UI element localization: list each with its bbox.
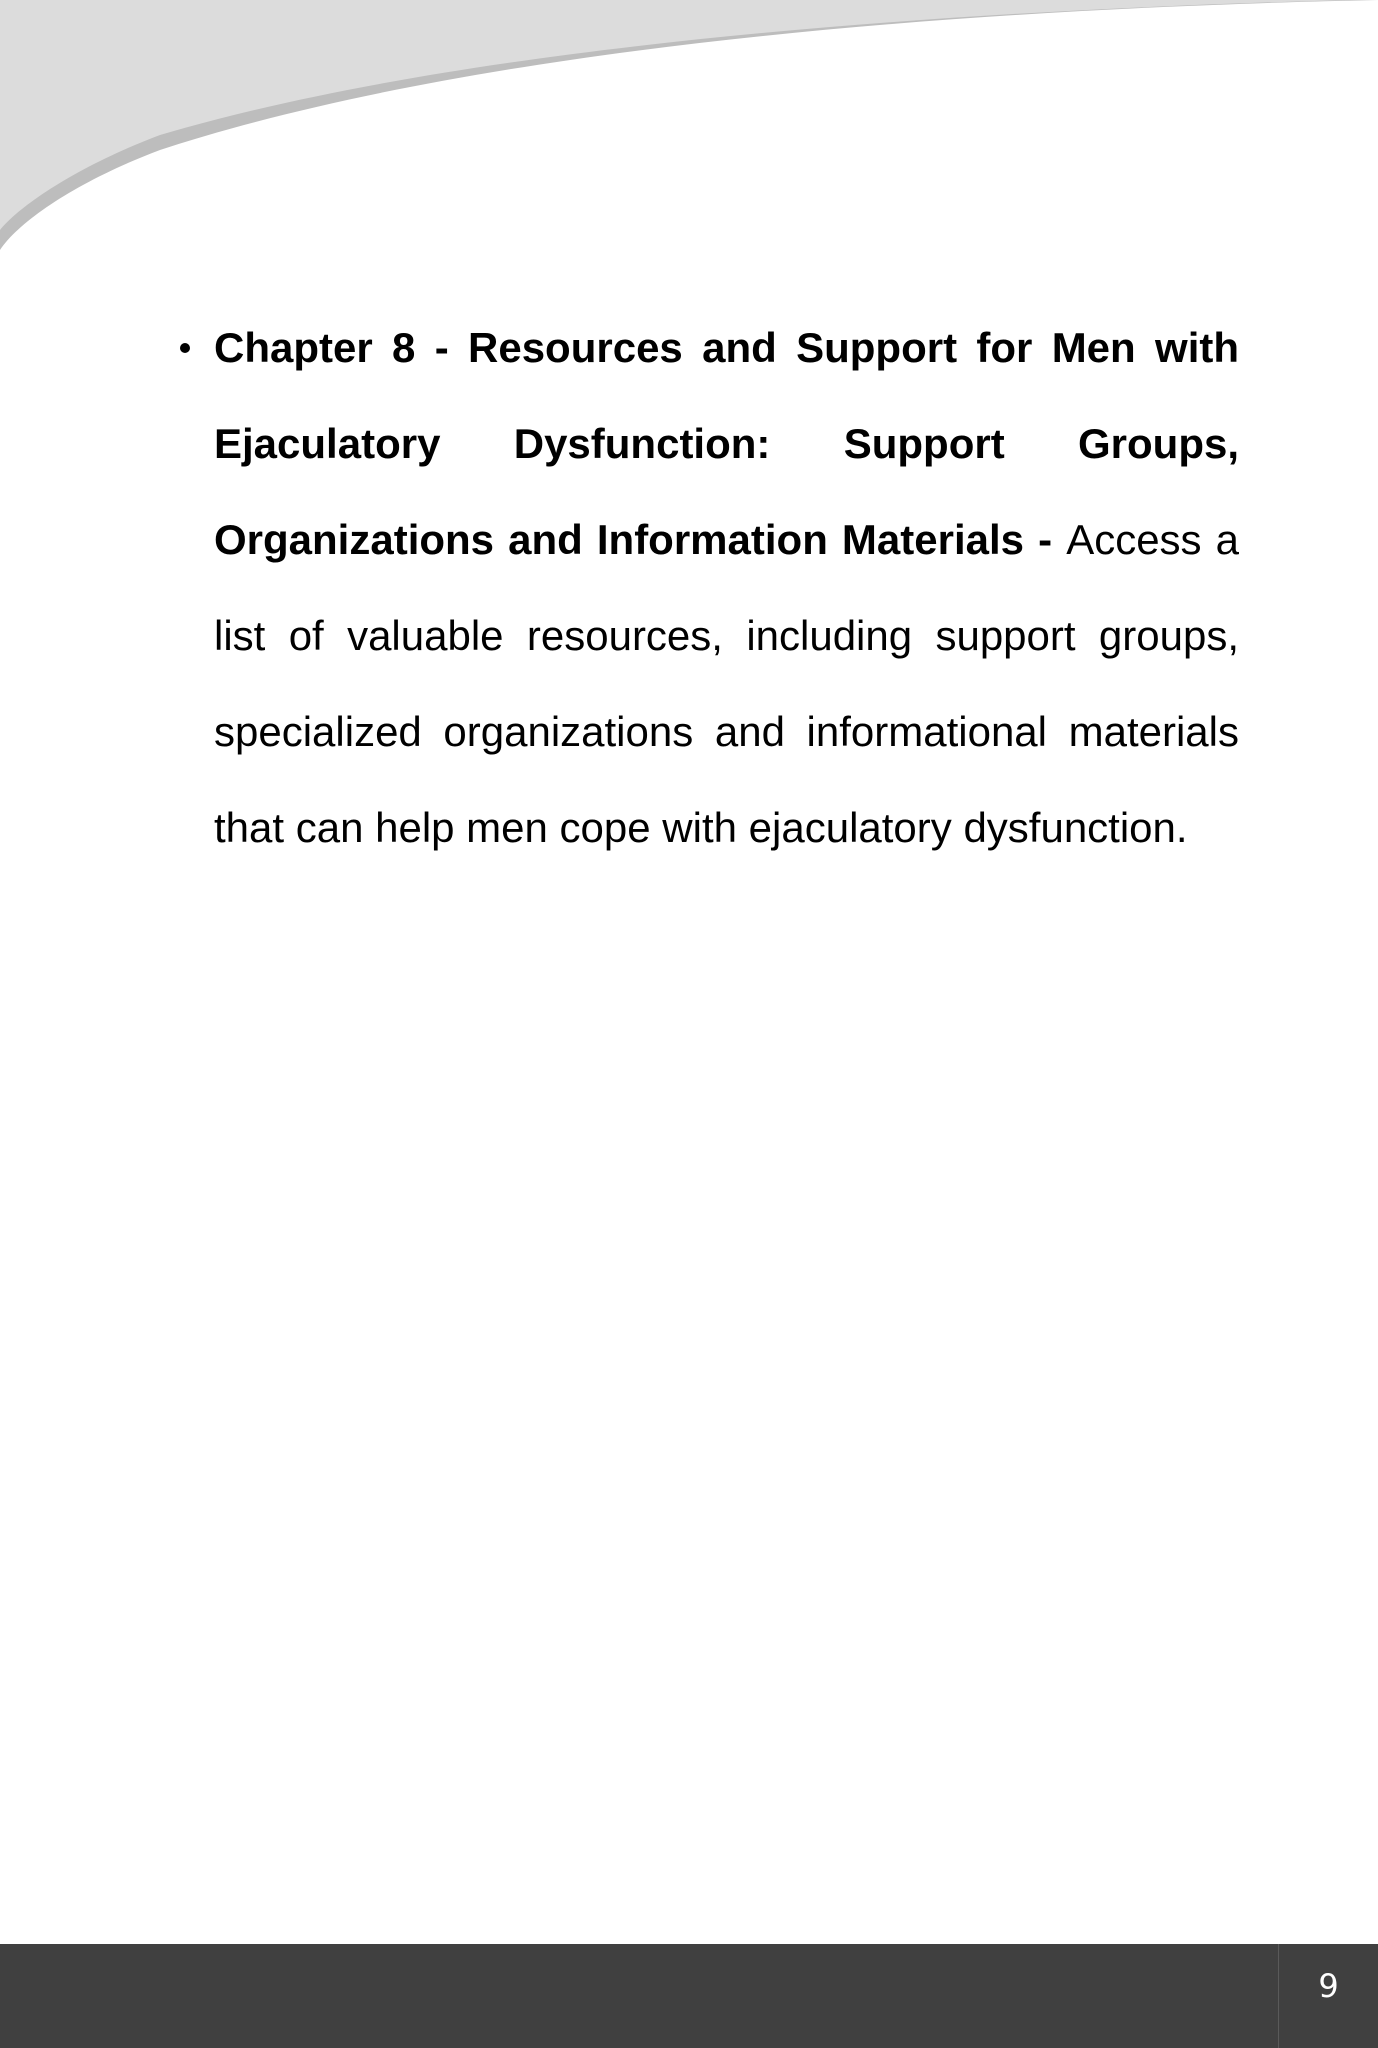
chapter-title: Chapter 8 - Resources and Support for Men with Ejaculatory Dysfunction: Support Groups, Organizations and Information Materials [214, 324, 1239, 563]
swoosh-light [0, 0, 1350, 230]
page-number: 9 [1318, 1967, 1339, 2005]
footer-bar [0, 1944, 1378, 2048]
chapter-list [169, 300, 1239, 876]
list-item [169, 300, 1239, 876]
chapter-description: Access a list of valuable resources, including support groups, specialized organizations and informational materials that can help men cope with ejaculatory dysfunction. [214, 516, 1240, 851]
header-swoosh-decoration [0, 0, 1378, 300]
bullet-icon [180, 343, 190, 353]
chapter-separator: - [1024, 516, 1067, 563]
page-content [169, 300, 1239, 876]
